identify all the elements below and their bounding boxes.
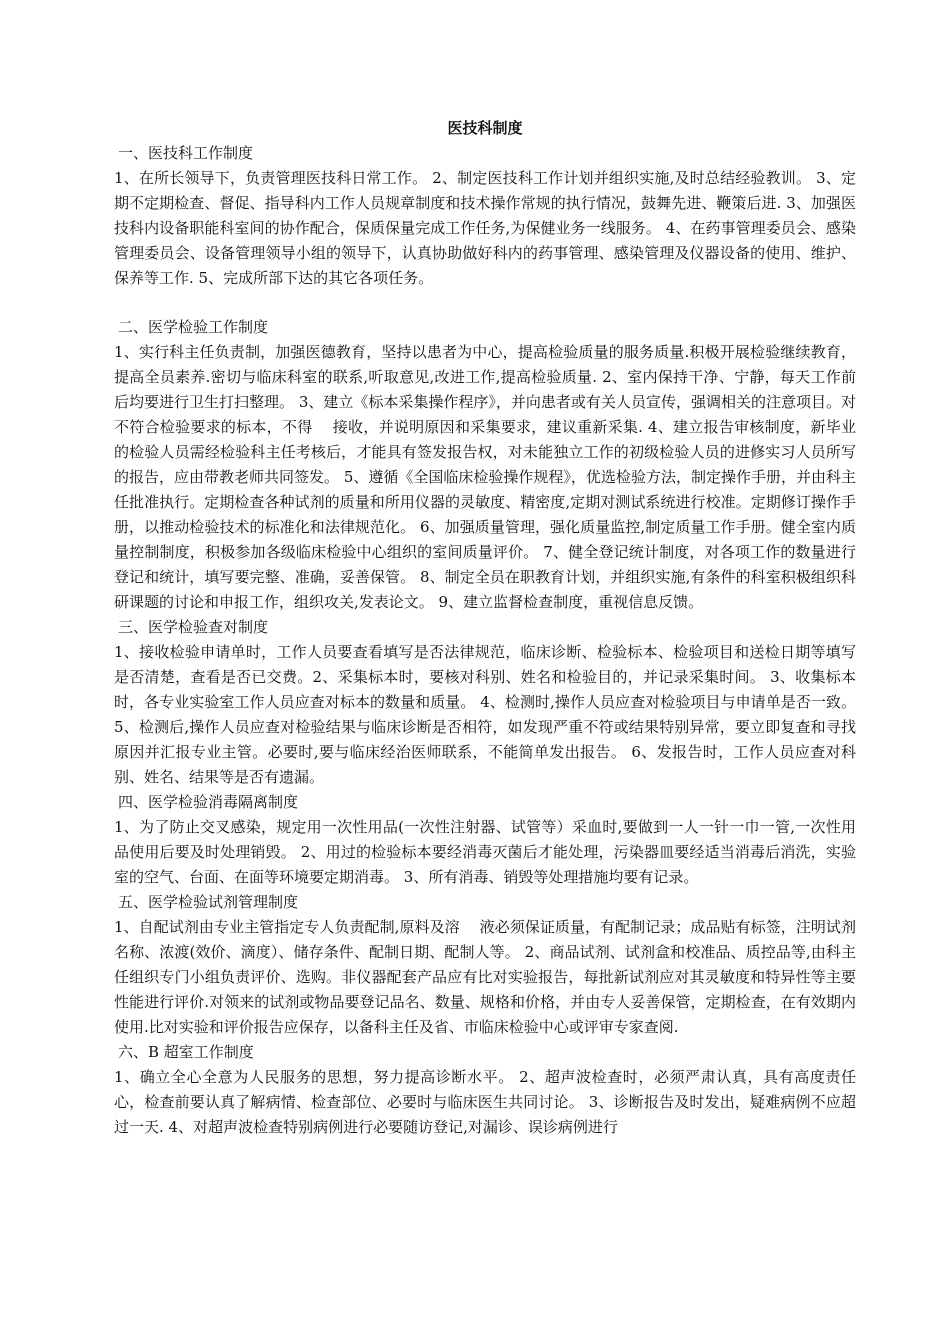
section-spacer: [114, 291, 856, 315]
section-heading: 二、医学检验工作制度: [118, 318, 269, 336]
section-6: [114, 1040, 856, 1140]
section-body: 1、实行科主任负责制，加强医德教育，坚持以患者为中心，提高检验质量的服务质量.积极开展检验继续教育，提高全员素养.密切与临床科室的联系,听取意见,改进工作,提高检验质量. 2、室内保持干净、宁静，每天工作前后均要进行卫生打扫整理。 3、建立《标本采集操作程序》，并向患者或有关人员宣传，强调相关的注意项目。对不符合检验要求的标本，不得 接收，并说明原因和采集要求，建议重新采集. 4、建立报告审核制度，新毕业的检验人员需经检验科主任考核后，才能具有签发报告权，对未能独立工作的初级检验人员的进修实习人员所写的报告，应由带教老师共同签发。 5、遵循《全国临床检验操作规程》，优选检验方法，制定操作手册，并由科主任批准执行。定期检查各种试剂的质量和所用仪器的灵敏度、精密度,定期对测试系统进行校准。定期修订操作手册，以推动检验技术的标准化和法律规范化。 6、加强质量管理，强化质量监控,制定质量工作手册。健全室内质量控制制度，积极参加各级临床检验中心组织的室间质量评价。 7、健全登记统计制度，对各项工作的数量进行登记和统计，填写要完整、准确，妥善保管。 8、制定全员在职教育计划，并组织实施,有条件的科室积极组织科研课题的讨论和申报工作，组织攻关,发表论文。 9、建立监督检查制度，重视信息反馈。: [114, 343, 856, 611]
section-body: 1、确立全心全意为人民服务的思想，努力提高诊断水平。 2、超声波检查时，必须严肃认真，具有高度责任心，检查前要认真了解病情、检查部位、必要时与临床医生共同讨论。 3、诊断报告及时发出，疑难病例不应超过一天. 4、对超声波检查特别病例进行必要随访登记,对漏诊、误诊病例进行: [114, 1068, 856, 1136]
section-5: [114, 890, 856, 1040]
section-body: 1、接收检验申请单时，工作人员要查看填写是否法律规范，临床诊断、检验标本、检验项目和送检日期等填写是否清楚，查看是否已交费。2、采集标本时，要核对科别、姓名和检验目的，并记录采集时间。 3、收集标本时，各专业实验室工作人员应查对标本的数量和质量。 4、检测时,操作人员应查对检验项目与申请单是否一致。 5、检测后,操作人员应查对检验结果与临床诊断是否相符，如发现严重不符或结果特别异常，要立即复查和寻找原因并汇报专业主管。必要时,要与临床经治医师联系，不能简单发出报告。 6、发报告时，工作人员应查对科别、姓名、结果等是否有遗漏。: [114, 643, 856, 786]
section-heading: 三、医学检验查对制度: [118, 618, 269, 636]
section-heading: 四、医学检验消毒隔离制度: [118, 793, 299, 811]
section-4: [114, 790, 856, 890]
document-page: [114, 115, 856, 1140]
section-3: [114, 615, 856, 790]
section-body: 1、在所长领导下，负责管理医技科日常工作。 2、制定医技科工作计划并组织实施,及时总结经验教训。 3、定期不定期检查、督促、指导科内工作人员规章制度和技术操作常规的执行情况，鼓舞先进、鞭策后进. 3、加强医技科内设备职能科室间的协作配合，保质保量完成工作任务,为保健业务一线服务。 4、在药事管理委员会、感染管理委员会、设备管理领导小组的领导下，认真协助做好科内的药事管理、感染管理及仪器设备的使用、维护、保养等工作. 5、完成所部下达的其它各项任务。: [114, 169, 856, 287]
section-heading: 一、医技科工作制度: [118, 144, 254, 162]
section-2: [114, 315, 856, 615]
section-body: 1、自配试剂由专业主管指定专人负责配制,原料及溶 液必须保证质量，有配制记录；成品贴有标签，注明试剂名称、浓渡(效价、滴度）、储存条件、配制日期、配制人等。 2、商品试剂、试剂盒和校准品、质控品等,由科主任组织专门小组负责评价、选购。非仪器配套产品应有比对实验报告，每批新试剂应对其灵敏度和特异性等主要性能进行评价.对领来的试剂或物品要登记品名、数量、规格和价格，并由专人妥善保管，定期检查，在有效期内使用.比对实验和评价报告应保存，以备科主任及省、市临床检验中心或评审专家查阅.: [114, 918, 856, 1036]
section-heading: 六、B 超室工作制度: [118, 1043, 254, 1061]
document-title: 医技科制度: [447, 119, 523, 137]
section-heading: 五、医学检验试剂管理制度: [118, 893, 299, 911]
section-body: 1、为了防止交叉感染，规定用一次性用品(一次性注射器、试管等）采血时,要做到一人一针一巾一管,一次性用品使用后要及时处理销毁。 2、用过的检验标本要经消毒灭菌后才能处理，污染器皿要经适当消毒后消洗，实验室的空气、台面、在面等环境要定期消毒。 3、所有消毒、销毁等处理措施均要有记录。: [114, 818, 856, 886]
section-1: [114, 141, 856, 291]
